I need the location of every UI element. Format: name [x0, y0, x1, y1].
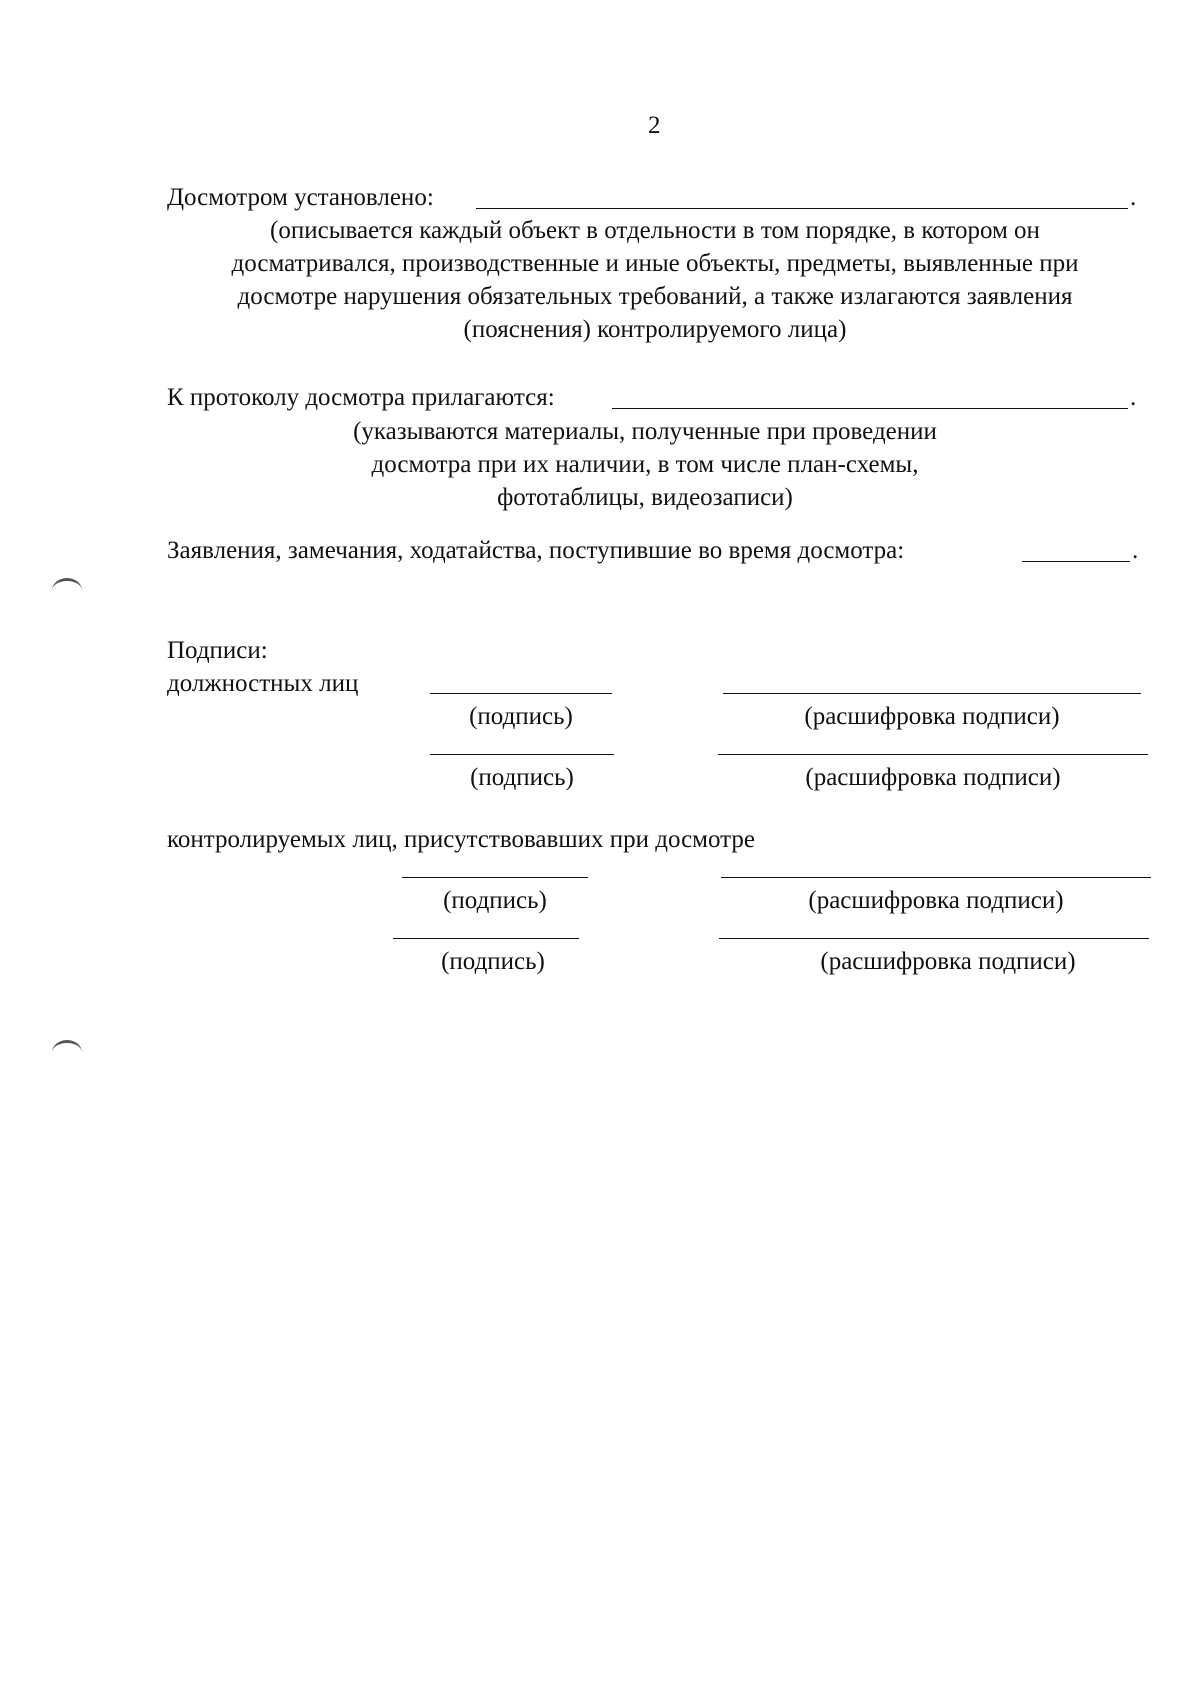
- attachments-hint-line-3: фототаблицы, видеозаписи): [497, 484, 793, 511]
- controlled-decoding-caption: (расшифровка подписи): [820, 948, 1076, 975]
- attachments-hint-line-2: досмотра при их наличии, в том числе план-схемы,: [371, 451, 919, 478]
- attachments-label: К протоколу досмотра прилагаются:: [167, 384, 555, 411]
- punch-hole-mark: [52, 578, 82, 603]
- official-decoding-caption: (расшифровка подписи): [804, 703, 1060, 730]
- controlled-decoding-line: [719, 938, 1149, 939]
- inspection-label: Досмотром установлено:: [167, 184, 434, 211]
- controlled-persons-label: контролируемых лиц, присутствовавших при досмотре: [167, 826, 755, 853]
- controlled-decoding-caption: (расшифровка подписи): [808, 887, 1064, 914]
- official-signature-caption: (подпись): [469, 703, 573, 730]
- inspection-end-mark: .: [1130, 184, 1137, 211]
- inspection-fill-line: [476, 208, 1128, 209]
- official-signature-line: [430, 754, 614, 755]
- inspection-hint-line-4: (пояснения) контролируемого лица): [463, 316, 847, 343]
- attachments-hint-line-1: (указываются материалы, полученные при проведении: [353, 418, 937, 445]
- official-decoding-caption: (расшифровка подписи): [805, 764, 1061, 791]
- official-decoding-line: [718, 754, 1148, 755]
- signatures-heading: Подписи:: [167, 637, 268, 664]
- official-decoding-line: [723, 693, 1141, 694]
- controlled-signature-caption: (подпись): [441, 948, 545, 975]
- statements-end-mark: .: [1132, 537, 1139, 564]
- official-signature-caption: (подпись): [470, 764, 574, 791]
- attachments-fill-line: [612, 408, 1128, 409]
- inspection-hint-line-3: досмотре нарушения обязательных требований, а также излагаются заявления: [237, 283, 1073, 310]
- attachments-end-mark: .: [1130, 384, 1137, 411]
- controlled-signature-line: [402, 877, 588, 878]
- punch-hole-mark: [52, 1040, 82, 1065]
- controlled-signature-line: [393, 938, 579, 939]
- page-number: 2: [648, 112, 661, 139]
- inspection-hint-line-2: досматривался, производственные и иные объекты, предметы, выявленные при: [231, 250, 1079, 277]
- inspection-hint-line-1: (описывается каждый объект в отдельности в том порядке, в котором он: [270, 217, 1040, 244]
- statements-label: Заявления, замечания, ходатайства, поступившие во время досмотра:: [167, 537, 905, 564]
- official-signature-line: [430, 693, 612, 694]
- statements-fill-line: [1022, 561, 1130, 562]
- officials-label: должностных лиц: [167, 670, 359, 697]
- controlled-signature-caption: (подпись): [443, 887, 547, 914]
- controlled-decoding-line: [721, 877, 1151, 878]
